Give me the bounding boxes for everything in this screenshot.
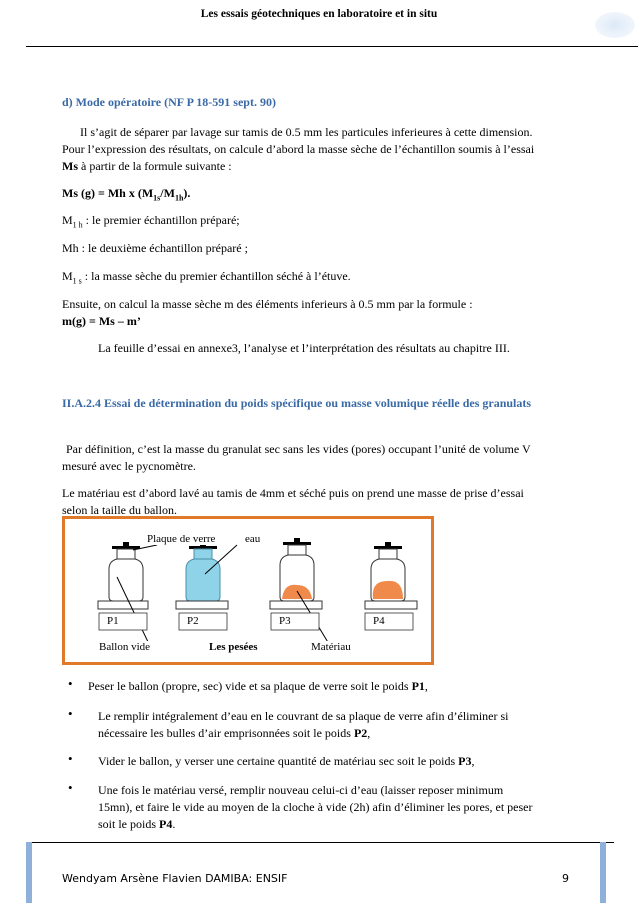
bullet-4-line2: 15mn), et faire le vide au moyen de la cloche à vide (2h) afin d’éliminer les pores, et peser [98, 800, 533, 814]
bullet-3: Vider le ballon, y verser une certaine quantité de matériau sec soit le poids P3, [98, 754, 475, 768]
section-d-para1-line3 [62, 158, 232, 175]
bullet-1: Peser le ballon (propre, sec) vide et sa plaque de verre soit le poids P1, [88, 679, 428, 693]
m-formula: m(g) = Ms – m’ [62, 314, 141, 328]
label-plaque-de-verre: Plaque de verre [147, 533, 216, 545]
label-ballon-vide: Ballon vide [99, 641, 151, 653]
page-number: 9 [562, 872, 569, 885]
pycnometer-figure [62, 516, 434, 665]
bullet-2-line1: Le remplir intégralement d’eau en le couvrant de sa plaque de verre afin d’éliminer si [98, 709, 509, 723]
section-d-heading: d) Mode opératoire (NF P 18-591 sept. 90) [62, 95, 276, 109]
definition-m1h: $M_{1 h}$ : le premier échantillon préparé; [62, 213, 240, 230]
bullet-2-line2: nécessaire les bulles d’air emprisonnées soit le poids P2, [98, 726, 371, 740]
definition-m1s: $M_{1 s}$ : la masse sèche du premier échantillon séché à l’étuve. [62, 269, 351, 286]
para1-line3-text: à partir de la formule suivante : [78, 159, 232, 173]
footer-author: Wendyam Arsène Flavien DAMIBA: ENSIF [62, 872, 288, 885]
section-d-para1-line1: Il s’agit de séparer par lavage sur tamis de 0.5 mm les particules inferieures à cette dimension. [80, 125, 533, 139]
section-ii-para1-line2: mesuré avec le pycnomètre. [62, 459, 196, 473]
bullet-dot: • [68, 706, 73, 721]
bullet-dot: • [68, 780, 73, 795]
definition-mh: Mh : le deuxième échantillon préparé ; [62, 241, 248, 255]
section-d-para2-line1: Ensuite, on calcul la masse sèche m des éléments inferieurs à 0.5 mm par la formule : [62, 297, 473, 311]
label-p4: P4 [373, 615, 385, 627]
bullet-4-line1: Une fois le matériau versé, remplir nouveau celui-ci d’eau (laisser reposer minimum [98, 783, 504, 797]
flask-p2 [176, 542, 228, 609]
bullet-dot: • [68, 751, 73, 766]
ms-formula: Ms (g) = Mh x $(M_{1s}/M_{1h})$. [62, 186, 191, 203]
ms-symbol: Ms [62, 159, 78, 173]
label-p3: P3 [279, 615, 291, 627]
footer-bar-right [600, 842, 606, 903]
section-d-para1-line2: Pour l’expression des résultats, on calcule d’abord la masse sèche de l’échantillon soumis à l’essai [62, 142, 535, 156]
flask-p1 [98, 542, 148, 609]
section-ii-para1-line1: Par définition, c’est la masse du granulat sec sans les vides (pores) occupant l’unité de volume V [66, 442, 531, 456]
bullet-4-line3: soit le poids P4. [98, 817, 176, 831]
header-decoration [595, 12, 635, 38]
label-les-pesees: Les pesées [209, 641, 258, 653]
section-d-para3: La feuille d’essai en annexe3, l’analyse et l’interprétation des résultats au chapitre III. [98, 341, 510, 355]
section-ii-heading: II.A.2.4 Essai de détermination du poids spécifique ou masse volumique réelle des granulats [62, 396, 532, 410]
label-p2: P2 [187, 615, 199, 627]
section-ii-para2-line1: Le matériau est d’abord lavé au tamis de 4mm et séché puis on prend une masse de prise d’essai [62, 486, 524, 500]
footer-bar-left [26, 842, 32, 903]
flask-p4 [365, 542, 417, 609]
footer-rule [26, 842, 614, 843]
bullet-dot: • [68, 676, 73, 691]
flask-p3 [270, 538, 322, 609]
header-rule [26, 46, 638, 47]
label-materiau: Matériau [311, 641, 351, 653]
section-ii-para2-line2: selon la taille du ballon. [62, 503, 177, 517]
running-header: Les essais géotechniques en laboratoire et in situ [200, 8, 438, 20]
label-eau: eau [245, 533, 261, 545]
label-p1: P1 [107, 615, 119, 627]
